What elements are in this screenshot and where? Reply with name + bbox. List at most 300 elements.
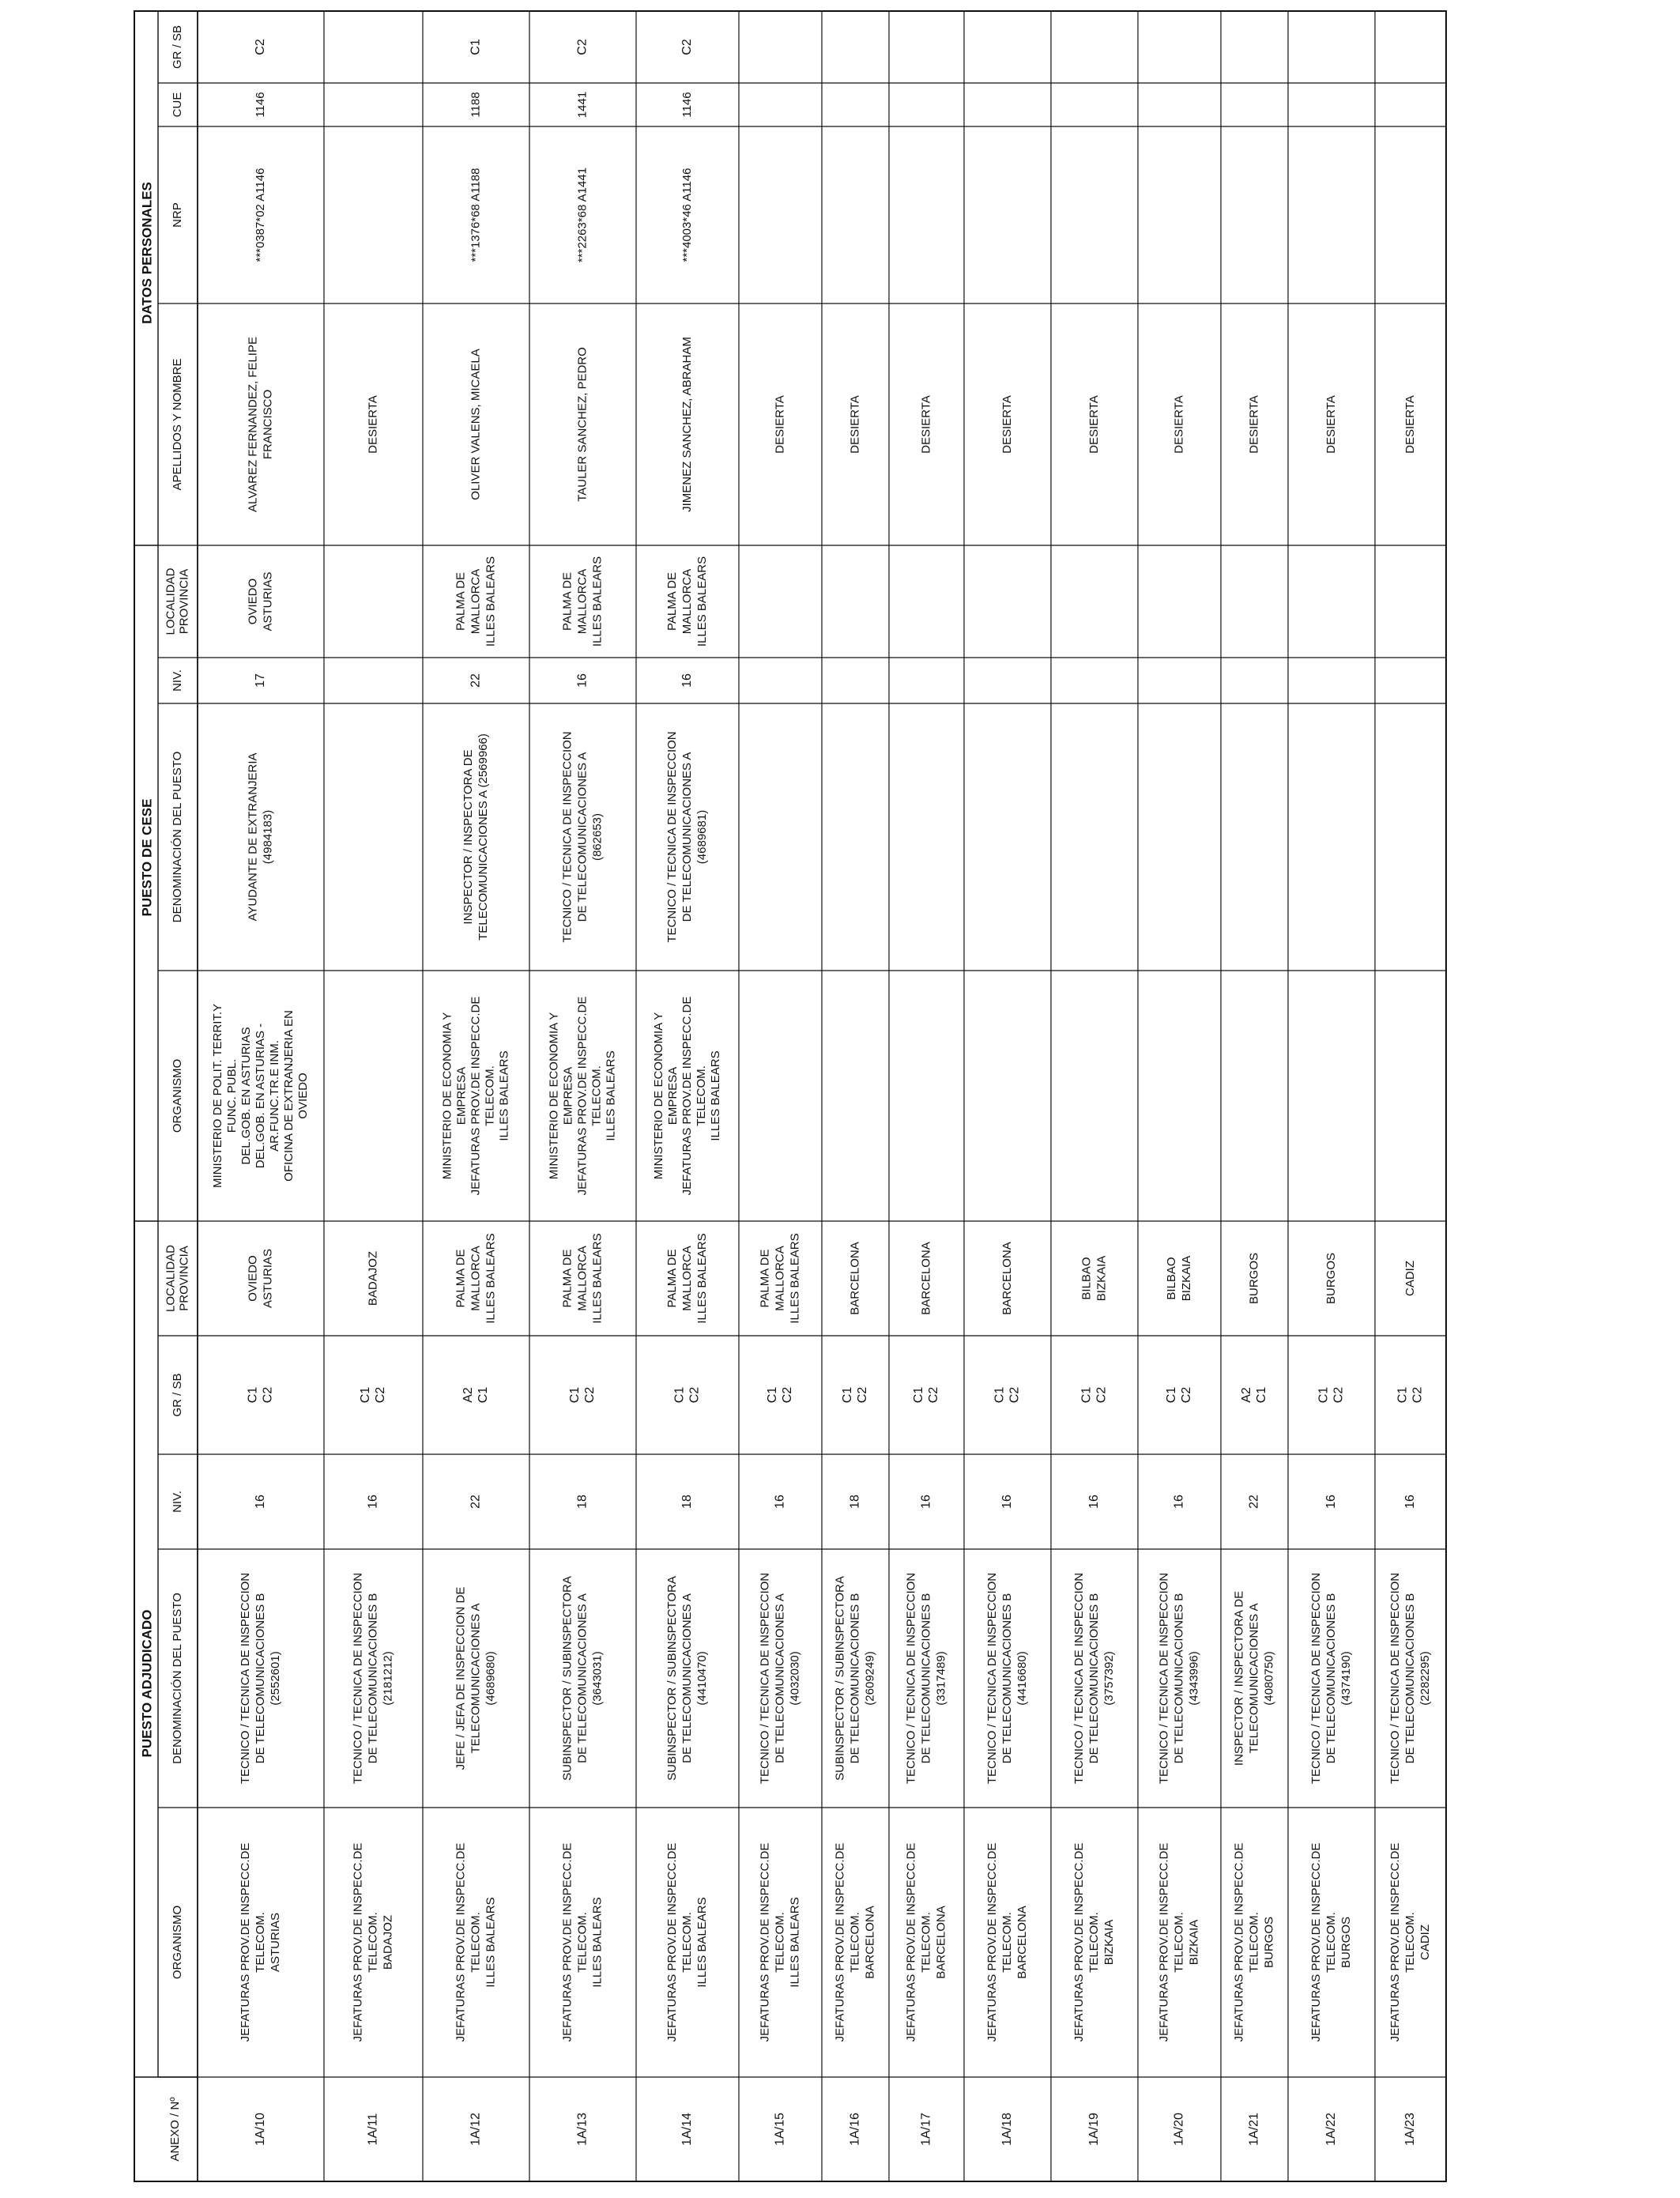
cese-localidad-line: PALMA DE	[560, 572, 574, 631]
localidad-provincia-line: MALLORCA	[575, 1246, 590, 1311]
grupo-subgrupo	[1240, 1387, 1268, 1404]
denominacion-puesto-line: TECNICO / TECNICA DE INSPECCION	[1309, 1572, 1323, 1785]
localidad-provincia-line: ILLES BALEARS	[484, 1233, 498, 1324]
grupo-subgrupo-line: C1	[766, 1386, 780, 1404]
organismo	[758, 1843, 801, 2042]
denominacion-puesto	[1309, 1573, 1353, 1784]
denominacion-puesto-line: TELECOMUNICACIONES A	[1247, 1603, 1261, 1754]
denominacion-puesto	[904, 1573, 947, 1784]
denominacion-puesto-line: (2609249)	[863, 1651, 877, 1706]
grupo-subgrupo-line: C1	[246, 1386, 260, 1404]
organismo-line: TELECOM.	[469, 1912, 483, 1973]
organismo-line: ILLES BALEARS	[590, 1897, 605, 1988]
grupo-subgrupo	[1317, 1387, 1346, 1404]
cese-nivel: 16	[680, 673, 695, 688]
cese-organismo-line: JEFATURAS PROV.DE INSPECC.DE	[680, 996, 694, 1196]
organismo-line: CADIZ	[1418, 1925, 1432, 1960]
denominacion-puesto-line: (4416680)	[1015, 1651, 1029, 1706]
localidad-provincia-line: BARCELONA	[1000, 1242, 1014, 1315]
apellidos-nombre	[1247, 395, 1260, 454]
organismo-line: BADAJOZ	[381, 1914, 395, 1970]
denominacion-puesto-line: (2552601)	[268, 1651, 282, 1706]
denominacion-puesto	[1232, 1591, 1275, 1766]
organismo	[1309, 1843, 1353, 2042]
localidad-provincia-line: OVIEDO	[246, 1255, 260, 1302]
denominacion-puesto-line: DE TELECOMUNICACIONES B	[1324, 1593, 1338, 1764]
nrp: ***4003*46 A1146	[680, 168, 694, 262]
apellidos-nombre-line: DESIERTA	[1247, 395, 1261, 454]
cue: 1188	[469, 92, 483, 118]
cese-denominacion	[560, 731, 604, 942]
cese-organismo	[547, 997, 617, 1196]
header-personal-grsb: GR / SB	[170, 25, 184, 70]
anexo-number: 1A/20	[1172, 2113, 1186, 2146]
cese-localidad-line: ILLES BALEARS	[590, 556, 605, 647]
denominacion-puesto-line: DE TELECOMUNICACIONES B	[1000, 1593, 1014, 1764]
grupo-subgrupo-line: C1	[841, 1386, 855, 1404]
denominacion-puesto	[985, 1573, 1029, 1784]
localidad-provincia-line: ASTURIAS	[261, 1248, 275, 1309]
denominacion-puesto-line: DE TELECOMUNICACIONES B	[848, 1593, 862, 1764]
nivel: 16	[1000, 1495, 1015, 1509]
cese-organismo-line: MINISTERIO DE ECONOMIA Y	[547, 1012, 561, 1180]
organismo-line: JEFATURAS PROV.DE INSPECC.DE	[904, 1842, 918, 2042]
denominacion-puesto-line: TELECOMUNICACIONES A	[469, 1603, 483, 1754]
grupo-subgrupo-line: C2	[927, 1386, 941, 1404]
cese-organismo-line: ILLES BALEARS	[497, 1050, 511, 1141]
localidad-provincia	[1079, 1256, 1108, 1302]
cese-organismo-line: OFICINA DE EXTRANJERIA EN	[281, 1010, 296, 1182]
organismo-line: TELECOM.	[1000, 1912, 1014, 1973]
nivel: 16	[1324, 1495, 1339, 1509]
grupo-subgrupo	[1165, 1387, 1193, 1404]
localidad-provincia	[454, 1233, 497, 1323]
localidad-provincia-line: CADIZ	[1403, 1261, 1417, 1296]
denominacion-puesto-line: DE TELECOMUNICACIONES B	[1403, 1593, 1417, 1764]
apellidos-nombre-line: DESIERTA	[1087, 395, 1101, 454]
cese-denominacion-line: TECNICO / TECNICA DE INSPECCION	[560, 731, 574, 943]
cese-organismo-line: MINISTERIO DE ECONOMIA Y	[651, 1012, 665, 1180]
grupo-subgrupo-line: C1	[359, 1386, 373, 1404]
denominacion-puesto-line: TECNICO / TECNICA DE INSPECCION	[238, 1572, 252, 1785]
cese-organismo-line: TELECOM.	[694, 1065, 708, 1126]
cese-denominacion-line: (4689681)	[695, 809, 709, 865]
grupo-subgrupo	[568, 1387, 597, 1404]
nivel: 18	[575, 1495, 590, 1509]
organismo-line: ILLES BALEARS	[788, 1897, 802, 1988]
apellidos-nombre	[366, 395, 379, 454]
localidad-provincia-line: MALLORCA	[680, 1246, 694, 1311]
cese-localidad-line: OVIEDO	[246, 578, 260, 625]
organismo-line: JEFATURAS PROV.DE INSPECC.DE	[1388, 1842, 1402, 2042]
apellidos-nombre-line: DESIERTA	[366, 395, 380, 454]
denominacion-puesto-line: TECNICO / TECNICA DE INSPECCION	[1388, 1572, 1402, 1785]
denominacion-puesto-line: (3757392)	[1102, 1651, 1116, 1706]
cese-organismo-line: MINISTERIO DE POLIT. TERRIT.Y	[210, 1003, 224, 1189]
organismo	[904, 1843, 947, 2042]
header-cese-localidad-line: PROVINCIA	[177, 568, 191, 635]
grupo-subgrupo	[993, 1387, 1022, 1404]
organismo	[833, 1843, 876, 2042]
apellidos-nombre-line: TAULER SANCHEZ, PEDRO	[575, 347, 590, 502]
apellidos-nombre-line: ALVAREZ FERNANDEZ, FELIPE	[246, 337, 260, 512]
localidad-provincia-line: BILBAO	[1079, 1257, 1094, 1300]
nivel: 16	[1172, 1495, 1186, 1509]
cue: 1146	[253, 92, 267, 118]
grupo-subgrupo-line: C2	[1094, 1386, 1109, 1404]
apellidos-nombre	[246, 337, 274, 512]
cese-localidad-line: MALLORCA	[575, 568, 590, 635]
section-personales: DATOS PERSONALES	[139, 182, 155, 324]
denominacion-puesto	[1157, 1573, 1200, 1784]
cese-organismo-line: JEFATURAS PROV.DE INSPECC.DE	[469, 996, 483, 1196]
denominacion-puesto-line: TECNICO / TECNICA DE INSPECCION	[351, 1572, 365, 1785]
apellidos-nombre	[680, 337, 694, 512]
organismo-line: TELECOM.	[1403, 1912, 1417, 1973]
header-cese-localidad-line: LOCALIDAD	[164, 567, 178, 635]
organismo-line: BURGOS	[1262, 1916, 1276, 1969]
cese-denominacion-line: TECNICO / TECNICA DE INSPECCION	[665, 731, 679, 943]
grupo-subgrupo	[673, 1387, 702, 1404]
header-apellidos: APELLIDOS Y NOMBRE	[170, 358, 184, 491]
denominacion-puesto-line: DE TELECOMUNICACIONES A	[773, 1593, 787, 1763]
nivel: 16	[1403, 1495, 1418, 1509]
header-grsb: GR / SB	[170, 1373, 184, 1417]
localidad-provincia	[1324, 1253, 1338, 1304]
grupo-subgrupo-line: C2	[583, 1386, 597, 1404]
localidad-provincia-line: ILLES BALEARS	[590, 1233, 605, 1324]
grupo-subgrupo-line: C2	[687, 1386, 702, 1404]
localidad-provincia	[1165, 1256, 1193, 1302]
localidad-provincia-line: BIZKAIA	[1094, 1255, 1109, 1302]
grupo-subgrupo	[912, 1387, 940, 1404]
nivel: 22	[1247, 1495, 1261, 1509]
apellidos-nombre	[1324, 395, 1338, 454]
localidad-provincia-line: BIZKAIA	[1179, 1255, 1193, 1302]
denominacion-puesto-line: (4410470)	[695, 1651, 709, 1706]
cese-organismo-line: AR.FUNC.TR.E INM.	[267, 1040, 281, 1152]
cese-localidad-line: MALLORCA	[469, 568, 483, 635]
grupo-subgrupo	[461, 1387, 490, 1404]
denominacion-puesto-line: DE TELECOMUNICACIONES B	[1172, 1593, 1186, 1764]
organismo	[1388, 1843, 1432, 2042]
anexo-number: 1A/15	[773, 2113, 787, 2146]
anexo-number: 1A/16	[848, 2113, 862, 2146]
nivel: 16	[254, 1495, 268, 1509]
nrp: ***0387*02 A1146	[253, 168, 267, 262]
cese-organismo-line: DEL.GOB. EN ASTURIAS	[239, 1027, 253, 1165]
personal-grsb: C1	[469, 39, 483, 55]
organismo-line: TELECOM.	[1172, 1912, 1186, 1973]
organismo-line: JEFATURAS PROV.DE INSPECC.DE	[351, 1842, 365, 2042]
cese-denominacion	[461, 733, 490, 941]
organismo-line: TELECOM.	[253, 1912, 267, 1973]
grupo-subgrupo	[1080, 1387, 1109, 1404]
denominacion-puesto-line: DE TELECOMUNICACIONES B	[919, 1593, 933, 1764]
localidad-provincia	[1247, 1253, 1260, 1304]
denominacion-puesto	[1388, 1573, 1432, 1784]
cese-denominacion-line: TELECOMUNICACIONES A (2569966)	[476, 733, 490, 941]
denominacion-puesto-line: DE TELECOMUNICACIONES A	[680, 1593, 694, 1763]
grupo-subgrupo-line: C1	[477, 1386, 491, 1404]
organismo-line: BIZKAIA	[1102, 1919, 1116, 1966]
denominacion-puesto	[454, 1587, 497, 1770]
grupo-subgrupo-line: C2	[1332, 1386, 1346, 1404]
cese-organismo	[440, 997, 510, 1196]
denominacion-puesto	[239, 1573, 282, 1784]
organismo-line: TELECOM.	[1247, 1912, 1261, 1973]
localidad-provincia	[848, 1242, 861, 1315]
denominacion-puesto	[1072, 1573, 1116, 1784]
anexo-number: 1A/13	[575, 2113, 590, 2146]
nrp: ***1376*68 A1188	[469, 168, 483, 262]
denominacion-puesto-line: TECNICO / TECNICA DE INSPECCION	[1157, 1572, 1171, 1785]
nivel: 16	[366, 1495, 380, 1509]
apellidos-nombre-line: DESIERTA	[1324, 395, 1338, 454]
localidad-provincia	[665, 1233, 709, 1323]
denominacion-puesto-line: TECNICO / TECNICA DE INSPECCION	[904, 1572, 918, 1785]
nivel: 16	[919, 1495, 933, 1509]
organismo-line: JEFATURAS PROV.DE INSPECC.DE	[1157, 1842, 1171, 2042]
cese-localidad-line: MALLORCA	[680, 568, 694, 635]
localidad-provincia	[919, 1242, 932, 1315]
organismo-line: ASTURIAS	[268, 1912, 282, 1973]
denominacion-puesto-line: (4374190)	[1339, 1651, 1353, 1706]
apellidos-nombre	[919, 395, 932, 454]
localidad-provincia	[366, 1251, 379, 1306]
cese-denominacion-line: AYUDANTE DE EXTRANJERIA	[246, 752, 260, 922]
apellidos-nombre	[1000, 395, 1014, 454]
cese-organismo-line: JEFATURAS PROV.DE INSPECC.DE	[575, 996, 590, 1196]
cese-organismo-line: EMPRESA	[454, 1066, 469, 1125]
grupo-subgrupo-line: C1	[1079, 1386, 1094, 1404]
personal-grsb: C2	[575, 39, 590, 55]
cese-nivel: 17	[254, 673, 268, 688]
denominacion-puesto-line: TECNICO / TECNICA DE INSPECCION	[1072, 1572, 1086, 1785]
denominacion-puesto	[560, 1576, 604, 1781]
grupo-subgrupo-line: A2	[461, 1387, 476, 1403]
organismo-line: JEFATURAS PROV.DE INSPECC.DE	[665, 1842, 679, 2042]
denominacion-puesto-line: (4032030)	[788, 1651, 802, 1706]
grupo-subgrupo-line: A2	[1240, 1387, 1254, 1403]
cese-organismo-line: ILLES BALEARS	[604, 1050, 618, 1141]
localidad-provincia-line: BILBAO	[1164, 1257, 1178, 1300]
organismo-line: BURGOS	[1339, 1916, 1353, 1969]
cese-nivel: 22	[469, 673, 483, 688]
header-niv: NIV.	[170, 1491, 184, 1513]
section-adjudicado: PUESTO ADJUDICADO	[139, 1609, 155, 1758]
organismo	[665, 1843, 709, 2042]
denominacion-puesto-line: (4689680)	[484, 1651, 498, 1706]
organismo	[239, 1843, 282, 2042]
localidad-provincia	[246, 1249, 274, 1308]
denominacion-puesto	[351, 1573, 394, 1784]
apellidos-nombre-line: DESIERTA	[919, 395, 933, 454]
cese-denominacion-line: DE TELECOMUNICACIONES A	[680, 752, 694, 922]
cese-denominacion-line: (862653)	[590, 812, 605, 861]
cese-nivel: 16	[575, 673, 590, 688]
grupo-subgrupo-line: C2	[1180, 1386, 1194, 1404]
organismo	[985, 1843, 1029, 2042]
localidad-provincia-line: BADAJOZ	[366, 1250, 380, 1306]
localidad-provincia-line: PALMA DE	[560, 1249, 574, 1308]
personal-grsb: C2	[680, 39, 695, 55]
organismo-line: TELECOM.	[919, 1912, 933, 1973]
table-border	[134, 11, 1446, 2181]
localidad-provincia-line: PALMA DE	[665, 1249, 679, 1308]
header-denominacion: DENOMINACIÓN DEL PUESTO	[170, 1593, 184, 1764]
nivel: 18	[848, 1495, 862, 1509]
localidad-provincia	[758, 1233, 801, 1323]
header-cue: CUE	[170, 92, 184, 118]
cese-localidad	[560, 556, 604, 647]
apellidos-nombre	[848, 395, 861, 454]
header-nrp: NRP	[170, 202, 184, 228]
header-cese-niv: NIV.	[170, 669, 184, 692]
grupo-subgrupo-line: C2	[1008, 1386, 1022, 1404]
organismo-line: JEFATURAS PROV.DE INSPECC.DE	[985, 1842, 999, 2042]
anexo-number: 1A/14	[680, 2113, 695, 2146]
grupo-subgrupo	[1396, 1387, 1425, 1404]
localidad-provincia-line: PALMA DE	[758, 1249, 772, 1308]
grupo-subgrupo-line: C1	[1317, 1386, 1331, 1404]
denominacion-puesto-line: (2181212)	[381, 1651, 395, 1706]
denominacion-puesto-line: (3643031)	[590, 1651, 605, 1706]
anexo-number: 1A/21	[1247, 2113, 1261, 2146]
cese-organismo-line: TELECOM.	[590, 1065, 604, 1126]
denominacion-puesto	[758, 1573, 801, 1784]
organismo-line: JEFATURAS PROV.DE INSPECC.DE	[758, 1842, 772, 2042]
apellidos-nombre	[575, 347, 589, 502]
apellidos-nombre-line: FRANCISCO	[261, 389, 275, 460]
header-cese-organismo: ORGANISMO	[170, 1058, 184, 1133]
apellidos-nombre-line: OLIVER VALENS, MICAELA	[469, 349, 483, 500]
cese-denominacion	[665, 731, 709, 942]
grupo-subgrupo-line: C1	[912, 1386, 926, 1404]
organismo-line: JEFATURAS PROV.DE INSPECC.DE	[238, 1842, 252, 2042]
denominacion-puesto-line: TECNICO / TECNICA DE INSPECCION	[758, 1572, 772, 1785]
organismo-line: JEFATURAS PROV.DE INSPECC.DE	[1309, 1842, 1323, 2042]
anexo-number: 1A/11	[366, 2113, 380, 2146]
grupo-subgrupo	[247, 1387, 275, 1404]
organismo-line: TELECOM.	[1087, 1912, 1101, 1973]
header-anexo: ANEXO / Nº	[168, 2097, 182, 2162]
organismo-line: JEFATURAS PROV.DE INSPECC.DE	[560, 1842, 574, 2042]
organismo-line: TELECOM.	[848, 1912, 862, 1973]
anexo-number: 1A/18	[1000, 2113, 1015, 2146]
header-organismo: ORGANISMO	[170, 1905, 184, 1980]
organismo-line: TELECOM.	[1324, 1912, 1338, 1973]
header-localidad	[164, 1245, 190, 1312]
localidad-provincia-line: BURGOS	[1324, 1252, 1338, 1305]
cese-organismo-line: ILLES BALEARS	[708, 1050, 722, 1141]
grupo-subgrupo-line: C1	[568, 1386, 582, 1404]
localidad-provincia-line: PALMA DE	[454, 1249, 468, 1308]
organismo-line: TELECOM.	[773, 1912, 787, 1973]
organismo-line: JEFATURAS PROV.DE INSPECC.DE	[454, 1842, 468, 2042]
localidad-provincia-line: ILLES BALEARS	[695, 1233, 709, 1324]
anexo-number: 1A/19	[1087, 2113, 1102, 2146]
denominacion-puesto-line: DE TELECOMUNICACIONES B	[366, 1593, 380, 1764]
nivel: 16	[773, 1495, 787, 1509]
grupo-subgrupo-line: C1	[1165, 1386, 1179, 1404]
nivel: 16	[1087, 1495, 1102, 1509]
grupo-subgrupo-line: C2	[1411, 1386, 1425, 1404]
organismo-line: TELECOM.	[680, 1912, 694, 1973]
localidad-provincia	[560, 1233, 604, 1323]
organismo-line: JEFATURAS PROV.DE INSPECC.DE	[1232, 1842, 1246, 2042]
grupo-subgrupo-line: C1	[993, 1386, 1007, 1404]
localidad-provincia-line: BARCELONA	[919, 1242, 933, 1315]
nrp: ***2263*68 A1441	[575, 167, 590, 263]
cese-organismo-line: MINISTERIO DE ECONOMIA Y	[440, 1012, 454, 1180]
organismo	[454, 1843, 497, 2042]
header-cese-denominacion: DENOMINACIÓN DEL PUESTO	[170, 751, 184, 923]
organismo-line: BARCELONA	[1015, 1906, 1029, 1979]
cese-organismo-line: OVIEDO	[296, 1073, 310, 1119]
cese-localidad	[665, 556, 709, 647]
denominacion-puesto-line: (2282295)	[1418, 1651, 1432, 1706]
denominacion-puesto-line: DE TELECOMUNICACIONES B	[253, 1593, 267, 1764]
localidad-provincia-line: MALLORCA	[469, 1246, 483, 1311]
organismo-line: TELECOM.	[575, 1912, 590, 1973]
denominacion-puesto-line: (4080750)	[1262, 1651, 1276, 1706]
denominacion-puesto-line: SUBINSPECTOR / SUBINSPECTORA	[665, 1576, 679, 1781]
apellidos-nombre	[1087, 395, 1101, 454]
denominacion-puesto-line: SUBINSPECTOR / SUBINSPECTORA	[833, 1576, 847, 1781]
localidad-provincia-line: MALLORCA	[773, 1246, 787, 1311]
denominacion-puesto-line: TECNICO / TECNICA DE INSPECCION	[985, 1572, 999, 1785]
organismo-line: BARCELONA	[863, 1906, 877, 1979]
personal-grsb: C2	[254, 39, 268, 55]
cese-localidad-line: PALMA DE	[665, 572, 679, 631]
cese-localidad-line: ILLES BALEARS	[695, 556, 709, 647]
localidad-provincia	[1000, 1242, 1014, 1315]
nivel: 22	[469, 1495, 483, 1509]
denominacion-puesto-line: SUBINSPECTOR / SUBINSPECTORA	[560, 1576, 574, 1781]
cue: 1441	[575, 91, 590, 119]
cese-localidad-line: ASTURIAS	[261, 571, 275, 632]
cese-denominacion-line: (4984183)	[261, 809, 275, 865]
organismo	[560, 1843, 604, 2042]
grupo-subgrupo	[359, 1387, 387, 1404]
organismo-line: BIZKAIA	[1187, 1919, 1201, 1966]
section-cese: PUESTO DE CESE	[139, 798, 155, 917]
cese-localidad-line: ILLES BALEARS	[484, 556, 498, 647]
localidad-provincia-line: BURGOS	[1247, 1252, 1261, 1305]
denominacion-puesto-line: DE TELECOMUNICACIONES B	[1087, 1593, 1101, 1764]
cese-denominacion-line: INSPECTOR / INSPECTORA DE	[461, 749, 475, 925]
apellidos-nombre-line: DESIERTA	[848, 395, 862, 454]
cese-localidad-line: PALMA DE	[454, 572, 468, 631]
anexo-number: 1A/17	[919, 2113, 933, 2146]
cese-denominacion	[246, 752, 274, 921]
denominacion-puesto	[665, 1576, 709, 1781]
organismo-line: TELECOM.	[366, 1912, 380, 1973]
header-cese-localidad	[164, 567, 190, 635]
organismo-line: ILLES BALEARS	[695, 1897, 709, 1988]
apellidos-nombre	[1403, 395, 1417, 454]
apellidos-nombre-line: DESIERTA	[1172, 395, 1186, 454]
organismo	[1157, 1843, 1200, 2042]
denominacion-puesto-line: JEFE / JEFA DE INSPECCION DE	[454, 1586, 468, 1770]
localidad-provincia-line: ILLES BALEARS	[788, 1233, 802, 1324]
header-localidad-line: PROVINCIA	[177, 1246, 191, 1311]
grupo-subgrupo-line: C1	[1255, 1386, 1269, 1404]
cese-organismo-line: EMPRESA	[665, 1066, 680, 1125]
grupo-subgrupo-line: C2	[856, 1386, 870, 1404]
grupo-subgrupo-line: C2	[374, 1386, 388, 1404]
